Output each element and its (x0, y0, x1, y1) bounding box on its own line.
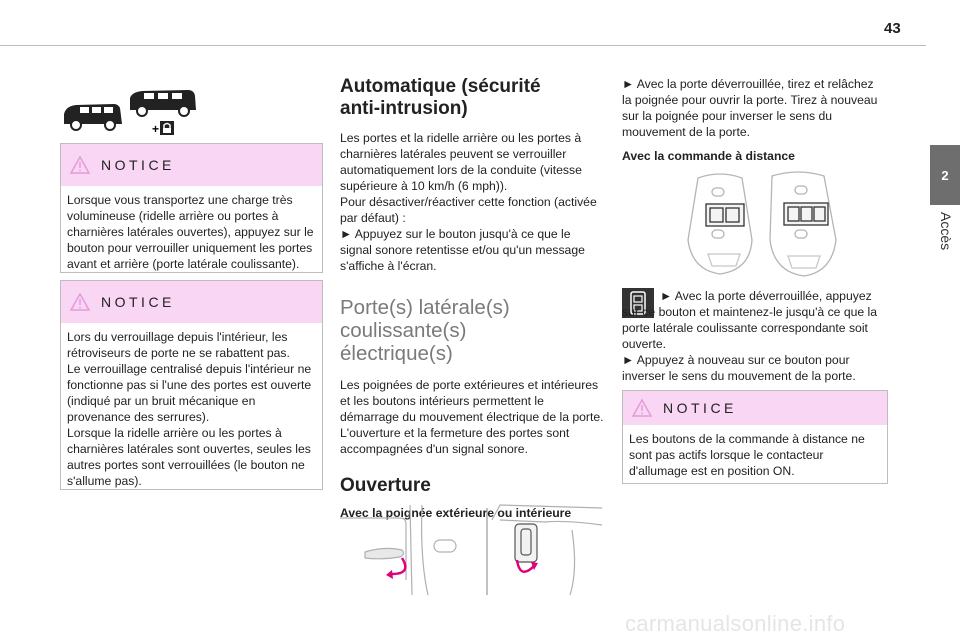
paragraph: ► Avec la porte déverrouillée, appuyez sur ce bouton et maintenez-le jusqu'à ce que la porte latérale coulissante correspondante soit ouverte. (622, 289, 878, 351)
paragraph: Pour désactiver/réactiver cette fonction (activée par défaut) : (340, 195, 597, 225)
svg-text:+: + (152, 122, 160, 136)
notice-header (61, 281, 322, 323)
notice-body (61, 186, 322, 278)
remote-key-right (770, 172, 836, 276)
middle-column (340, 76, 605, 521)
door-handle-illustration (340, 500, 605, 598)
notice-paragraph: Lors du verrouillage depuis l'intérieur, les rétroviseurs de porte ne se rabattent pas. (67, 330, 290, 360)
notice-text: Lorsque vous transportez une charge très volumineuse (ridelle arrière ou portes à charnières latérales ouvertes), appuyez sur le bouton pour verrouiller uniquement les portes avant et arrière (porte latérale coulissante). (67, 193, 314, 271)
notice-paragraph: Le verrouillage centralisé depuis l'intérieur ne fonctionne pas si l'une des portes est ouverte (indiqué par un bruit mécanique en provenance des serrures). (67, 362, 312, 424)
paragraph: ► Appuyez sur le bouton jusqu'à ce que le signal sonore retentisse et/ou qu'un message s'affiche à l'écran. (340, 227, 585, 273)
section-heading-sliding-doors: Porte(s) latérale(s) coulissante(s) électrique(s) (340, 296, 510, 365)
notice-header (61, 144, 322, 186)
pull-arrow-icon (392, 558, 405, 574)
page-number: 43 (884, 20, 901, 37)
interior-handle-image (492, 505, 602, 595)
notice-body (61, 323, 322, 495)
notice-body (623, 425, 887, 485)
notice-paragraph: Lorsque la ridelle arrière ou les portes à charnières latérales sont ouvertes, seules les autres portes sont verrouillées (le bouton ne s'allume pas). (67, 426, 311, 488)
paragraph: ► Avec la porte déverrouillée, tirez et relâchez la poignée pour ouvrir la porte. Tirez à nouveau sur la poignée pour inverser le sens du mouvement de la porte. (622, 77, 878, 139)
paragraph: Les portes et la ridelle arrière ou les portes à charnières latérales peuvent se verrouiller automatiquement lors de la conduite (vitesse supérieure à 10 km/h (6 mph)). (340, 131, 582, 193)
watermark: carmanualsonline.info (625, 611, 846, 636)
chapter-tab[interactable] (930, 145, 960, 205)
warning-icon (69, 155, 91, 175)
van-short-icon (64, 104, 122, 130)
notice-text: Les boutons de la commande à distance ne sont pas actifs lorsque le contacteur d'allumage est en position ON. (629, 432, 865, 478)
notice-box-locking (60, 280, 323, 490)
subheading-handle: Avec la poignée extérieure ou intérieure (340, 506, 572, 520)
notice-box-transport (60, 143, 323, 273)
notice-box-remote (622, 390, 888, 484)
warning-icon (631, 398, 653, 418)
section-heading-opening: Ouverture (340, 475, 431, 496)
chapter-number: 2 (941, 167, 949, 183)
van-long-icon (130, 90, 196, 116)
warning-icon (69, 292, 91, 312)
vehicle-icons (60, 88, 200, 138)
chapter-label: Accès (938, 212, 954, 251)
notice-title: NOTICE (101, 294, 175, 310)
right-column (622, 76, 884, 164)
paragraph: ► Appuyez à nouveau sur ce bouton pour inverser le sens du mouvement de la porte. (622, 353, 856, 383)
notice-title: NOTICE (101, 157, 175, 173)
exterior-handle-image (340, 505, 456, 595)
remote-key-left (688, 174, 752, 274)
remote-instructions (622, 288, 884, 384)
notice-title: NOTICE (663, 400, 737, 416)
notice-header (623, 391, 887, 425)
section-heading-automatic: Automatique (sécurité anti-intrusion) (340, 76, 541, 119)
lock-button-icon (160, 121, 174, 135)
remote-keys-illustration (680, 170, 845, 282)
subheading-remote: Avec la commande à distance (622, 149, 795, 163)
top-divider (0, 45, 926, 46)
paragraph: Les poignées de porte extérieures et intérieures et les boutons intérieurs permettent le démarrage du mouvement électrique de la porte. L'ouverture et la fermeture des portes sont accompagnées d'un signal sonore. (340, 378, 604, 456)
